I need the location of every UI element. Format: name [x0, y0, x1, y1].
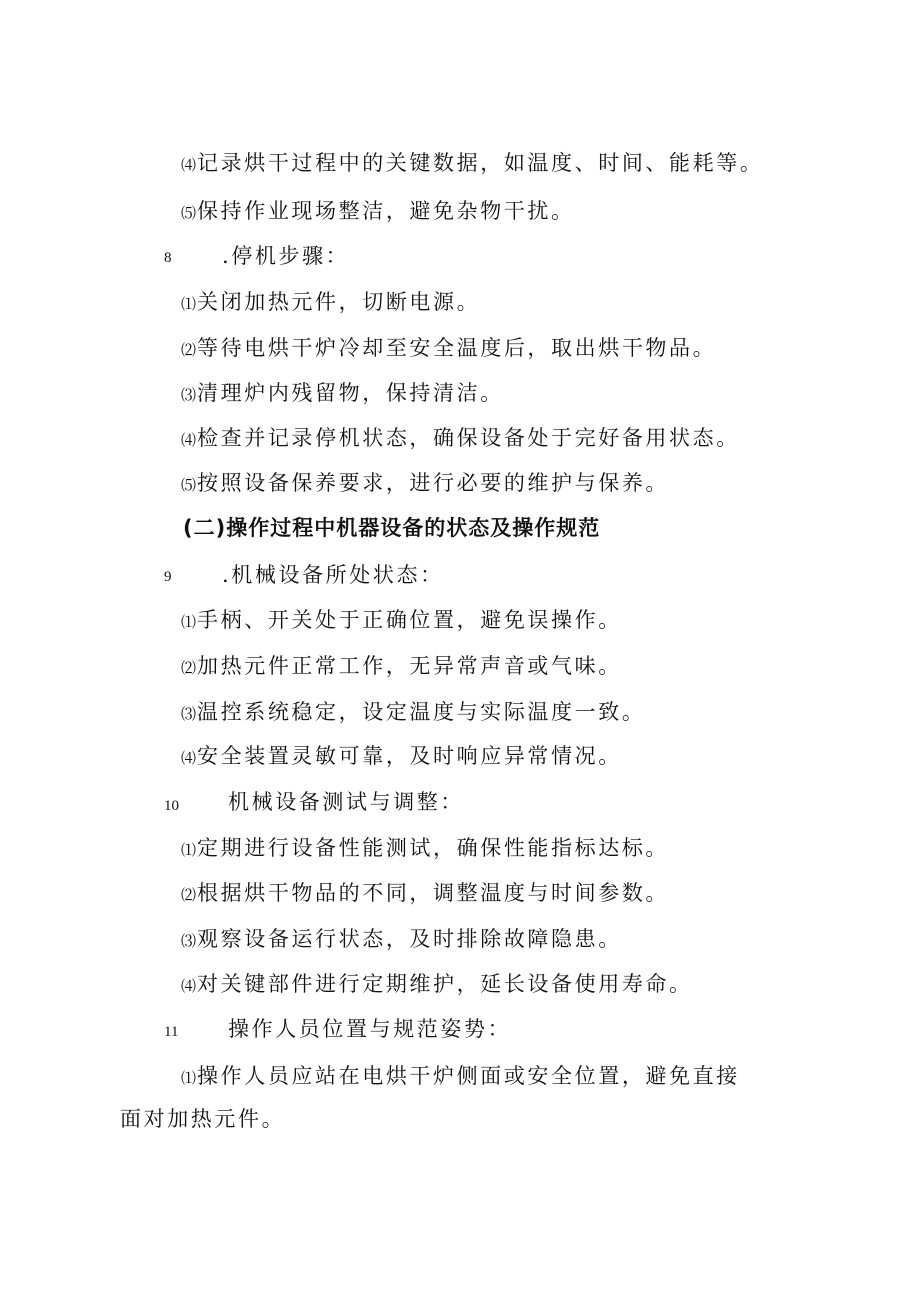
section9-item-4	[181, 741, 622, 773]
section8-title: .停机步骤：	[222, 244, 350, 268]
item-text: 关闭加热元件，切断电源。	[197, 290, 481, 314]
item-marker: ⑶	[181, 932, 197, 950]
section9-item-3	[181, 697, 645, 729]
item-text: 安全装置灵敏可靠，及时响应异常情况。	[197, 744, 622, 768]
item-text: 记录烘干过程中的关键数据，如温度、时间、能耗等。	[197, 151, 764, 175]
item-marker: ⑸	[181, 204, 197, 222]
item-text: 观察设备运行状态，及时排除故障隐患。	[197, 927, 622, 951]
item-marker: ⑷	[181, 749, 197, 767]
section10-number: 10	[164, 798, 179, 814]
section11-item-1	[181, 1061, 740, 1093]
section10-item-3	[181, 924, 622, 956]
item-text: 加热元件正常工作，无异常声音或气味。	[197, 654, 622, 678]
item-marker: ⑴	[181, 295, 197, 313]
item-text: 定期进行设备性能测试，确保性能指标达标。	[197, 836, 670, 860]
section8-item-1	[181, 287, 480, 319]
section10-item-1	[181, 833, 669, 865]
item-marker: ⑵	[181, 341, 197, 359]
item-marker: ⑸	[181, 476, 197, 494]
item-marker: ⑵	[181, 659, 197, 677]
section8-item-5	[181, 468, 669, 500]
section7-item-4	[181, 148, 763, 180]
section8-number: 8	[164, 250, 172, 266]
item-text: 手柄、开关处于正确位置，避免误操作。	[197, 608, 622, 632]
section8-item-4	[181, 423, 740, 455]
item-text: 按照设备保养要求，进行必要的维护与保养。	[197, 471, 670, 495]
section9-number: 9	[164, 569, 172, 585]
item-text: 等待电烘干炉冷却至安全温度后，取出烘干物品。	[197, 336, 717, 360]
item-marker: ⑷	[181, 977, 197, 995]
section9-item-2	[181, 651, 622, 683]
section7-item-5	[181, 196, 575, 228]
item-text: 保持作业现场整洁，避免杂物干扰。	[197, 199, 575, 223]
section9-title: .机械设备所处状态：	[222, 563, 444, 587]
item-text: 检查并记录停机状态，确保设备处于完好备用状态。	[197, 426, 740, 450]
item-text: 操作人员应站在电烘干炉侧面或安全位置，避免直接	[197, 1064, 740, 1088]
section10-title: 机械设备测试与调整：	[228, 790, 464, 814]
item-marker: ⑷	[181, 431, 197, 449]
item-marker: ⑴	[181, 1069, 197, 1087]
section8-item-2	[181, 333, 716, 365]
section11-title: 操作人员位置与规范姿势：	[228, 1017, 512, 1041]
item-marker: ⑷	[181, 156, 197, 174]
section11-number: 11	[164, 1024, 179, 1040]
item-marker: ⑶	[181, 386, 197, 404]
section8-item-3	[181, 378, 504, 410]
item-text: 对关键部件进行定期维护，延长设备使用寿命。	[197, 972, 693, 996]
item-marker: ⑶	[181, 705, 197, 723]
section9-item-1	[181, 605, 622, 637]
item-marker: ⑴	[181, 613, 197, 631]
section10-item-2	[181, 878, 669, 910]
part2-heading: (二)操作过程中机器设备的状态及操作规范	[183, 516, 601, 540]
item-text: 温控系统稳定，设定温度与实际温度一致。	[197, 700, 646, 724]
section11-item-1-continuation: 面对加热元件。	[120, 1107, 286, 1131]
section10-item-4	[181, 969, 693, 1001]
item-marker: ⑴	[181, 841, 197, 859]
item-marker: ⑵	[181, 886, 197, 904]
item-text: 根据烘干物品的不同，调整温度与时间参数。	[197, 881, 670, 905]
item-text: 清理炉内残留物，保持清洁。	[197, 381, 504, 405]
